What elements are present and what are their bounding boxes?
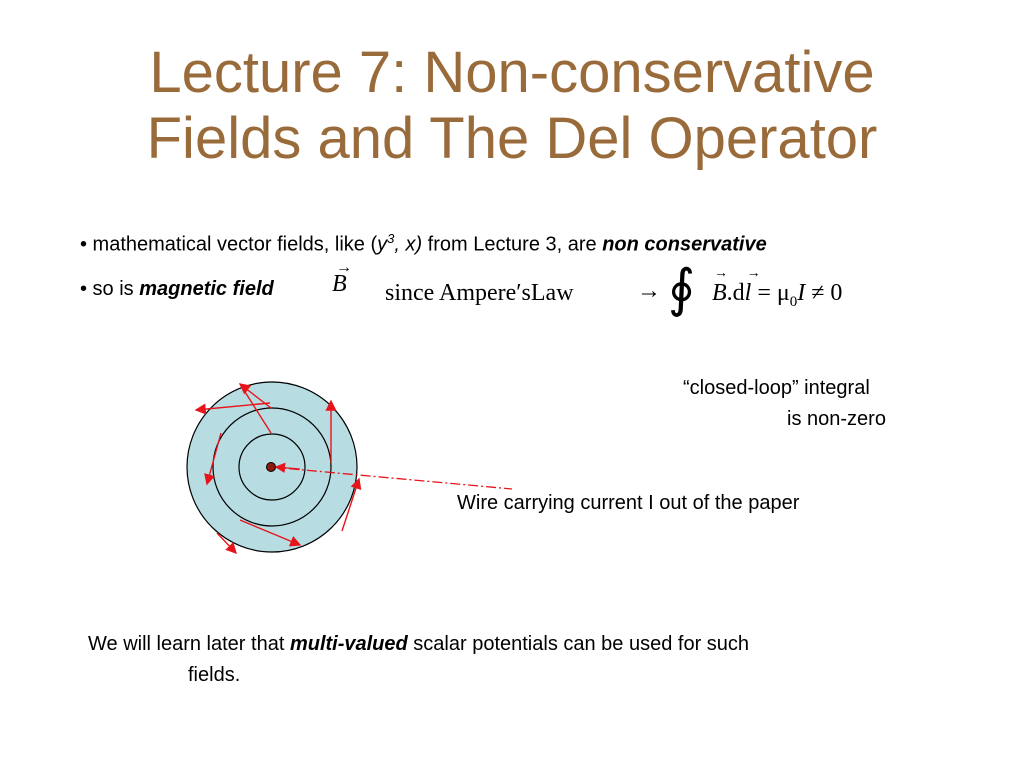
- footer-prefix: We will learn later that: [88, 633, 290, 655]
- wire-label: Wire carrying current I out of the paper: [457, 492, 800, 514]
- bullet2-prefix: • so is: [80, 278, 140, 300]
- equation-dot: .d: [726, 280, 745, 306]
- equation-since-text: since Ampere′sLaw: [385, 280, 574, 306]
- bullet1-superscript: 3: [387, 231, 395, 246]
- equation-neq: ≠ 0: [805, 280, 843, 306]
- closed-loop-note-line1: “closed-loop” integral: [683, 377, 870, 399]
- bullet1-prefix: • mathematical vector fields, like (: [80, 233, 378, 256]
- title-line-2: Fields and The Del Operator: [146, 106, 878, 171]
- equation-arrow: →: [637, 278, 661, 304]
- vector-arrow-icon: →: [336, 259, 352, 276]
- bullet1-y: y: [377, 233, 388, 256]
- equation-i: I: [797, 280, 806, 306]
- equation-equals: = μ: [751, 280, 790, 306]
- footer-line-1: [88, 633, 749, 656]
- wire-dot-icon: [267, 463, 276, 472]
- footer-emphasis: multi-valued: [289, 633, 408, 655]
- closed-loop-note-line2: is non-zero: [787, 408, 886, 430]
- equation-b: → B: [712, 280, 727, 307]
- closed-integral-icon: ∮: [668, 261, 696, 318]
- equation-l: → l: [745, 280, 752, 307]
- vector-b-letter: B: [332, 271, 347, 297]
- bullet1-middle: from Lecture 3, are: [422, 233, 603, 256]
- footer-line-2: fields.: [188, 664, 241, 686]
- bullet1-x: , x): [394, 233, 423, 256]
- bullet2-emphasis: magnetic field: [139, 278, 274, 300]
- footer-suffix: scalar potentials can be used for such: [407, 633, 750, 655]
- equation-sub0: 0: [789, 293, 798, 310]
- title-line-1: Lecture 7: Non-conservative: [149, 40, 875, 105]
- bullet1-emphasis: non conservative: [602, 233, 767, 256]
